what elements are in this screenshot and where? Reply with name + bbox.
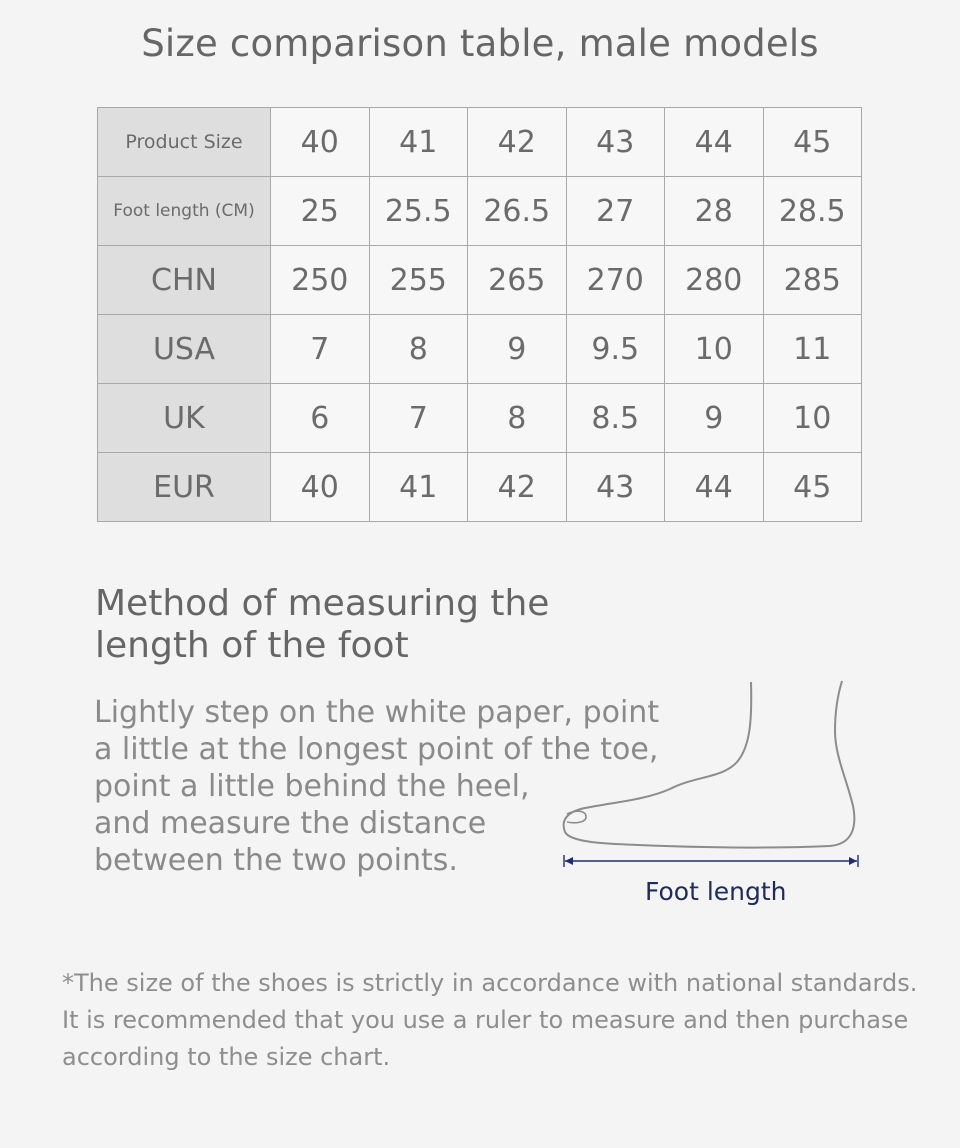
table-row [98, 384, 862, 453]
table-cell: 44 [665, 453, 764, 522]
table-cell: 280 [665, 246, 764, 315]
table-cell: 45 [763, 453, 862, 522]
table-cell: 28.5 [763, 177, 862, 246]
table-row [98, 315, 862, 384]
foot-outline-icon [564, 681, 855, 848]
foot-length-label: Foot length [645, 877, 787, 906]
table-cell: 8 [369, 315, 468, 384]
row-header: Product Size [98, 108, 271, 177]
note-line: It is recommended that you use a ruler to measure and then purchase [62, 1006, 909, 1034]
method-heading [95, 583, 575, 667]
table-cell: 25.5 [369, 177, 468, 246]
row-header: USA [98, 315, 271, 384]
row-header: Foot length (CM) [98, 177, 271, 246]
instruction-line: point a little behind the heel, [94, 769, 530, 804]
table-cell: 255 [369, 246, 468, 315]
table-cell: 26.5 [468, 177, 567, 246]
table-cell: 265 [468, 246, 567, 315]
table-row [98, 108, 862, 177]
note-line: according to the size chart. [62, 1043, 391, 1071]
arrow-head-right-icon [849, 857, 857, 865]
method-heading-line: Method of measuring the [95, 583, 550, 624]
toenail-icon [567, 811, 586, 823]
table-cell: 25 [271, 177, 370, 246]
table-cell: 45 [763, 108, 862, 177]
size-note [62, 965, 942, 1076]
table-cell: 43 [566, 108, 665, 177]
table-cell: 9.5 [566, 315, 665, 384]
instruction-line: Lightly step on the white paper, point [94, 695, 660, 730]
table-cell: 42 [468, 108, 567, 177]
table-cell: 6 [271, 384, 370, 453]
table-cell: 8.5 [566, 384, 665, 453]
table-cell: 9 [665, 384, 764, 453]
instruction-line: a little at the longest point of the toe, [94, 732, 659, 767]
table-cell: 7 [369, 384, 468, 453]
table-cell: 40 [271, 453, 370, 522]
table-cell: 43 [566, 453, 665, 522]
table-row [98, 177, 862, 246]
note-line: *The size of the shoes is strictly in accordance with national standards. [62, 969, 918, 997]
table-cell: 41 [369, 108, 468, 177]
table-cell: 8 [468, 384, 567, 453]
method-heading-line: length of the foot [95, 625, 409, 666]
table-cell: 9 [468, 315, 567, 384]
table-cell: 270 [566, 246, 665, 315]
instruction-line: and measure the distance [94, 806, 487, 841]
page-title: Size comparison table, male models [141, 22, 819, 65]
table-cell: 41 [369, 453, 468, 522]
size-comparison-table [97, 107, 862, 522]
instruction-line: between the two points. [94, 843, 458, 878]
table-row [98, 246, 862, 315]
table-cell: 10 [665, 315, 764, 384]
arrow-head-left-icon [565, 857, 573, 865]
table-row [98, 453, 862, 522]
table-cell: 40 [271, 108, 370, 177]
table-cell: 10 [763, 384, 862, 453]
row-header: UK [98, 384, 271, 453]
row-header: EUR [98, 453, 271, 522]
table-cell: 11 [763, 315, 862, 384]
row-header: CHN [98, 246, 271, 315]
table-cell: 250 [271, 246, 370, 315]
table-cell: 285 [763, 246, 862, 315]
table-cell: 44 [665, 108, 764, 177]
table-cell: 7 [271, 315, 370, 384]
table-cell: 42 [468, 453, 567, 522]
table-cell: 27 [566, 177, 665, 246]
foot-outline-diagram [555, 676, 865, 876]
table-cell: 28 [665, 177, 764, 246]
